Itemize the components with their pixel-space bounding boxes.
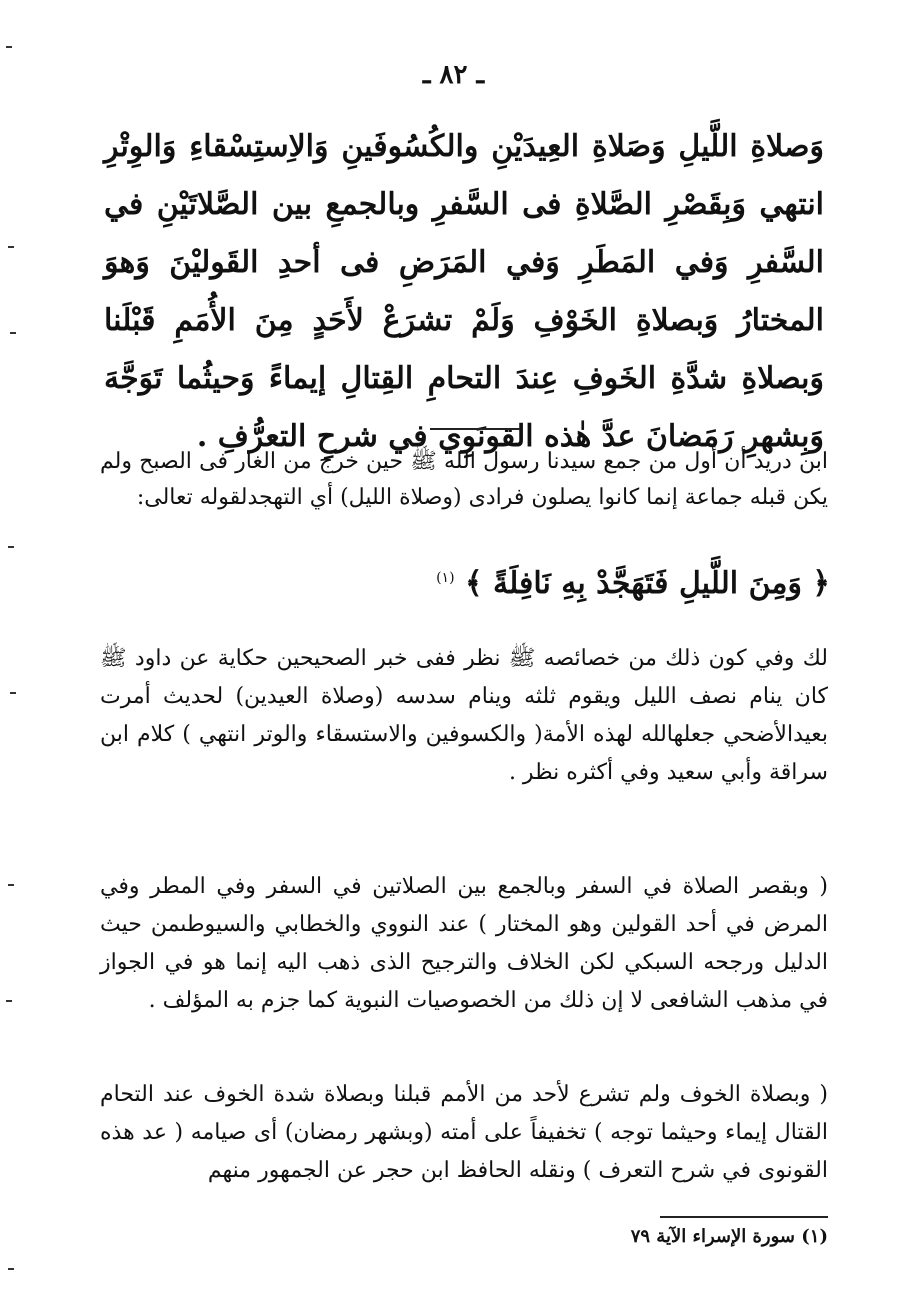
verse-text: ﴿ وَمِنَ اللَّيلِ فَتَهَجَّدْ بِهِ نَافِلَةً ﴾	[464, 566, 830, 601]
margin-speck	[10, 332, 16, 334]
commentary-paragraph-3: ( وبقصر الصلاة في السفر وبالجمع بين الصلاتين في السفر وفي المطر وفي المرض في أحد القولين وهو المختار ) عند النووي والخطابي والسيوطىمن حيث الدليل ورجحه السبكي لكن الخلاف والترجيح الذى ذهب اليه إنما هو في الجواز في مذهب الشافعى لا إن ذلك من الخصوصيات النبوية كما جزم به المؤلف .	[100, 874, 828, 1013]
main-text-divider	[430, 428, 520, 430]
verse-footnote-marker: (١)	[436, 570, 455, 586]
footnote: (١) سورة الإسراء الآية ٧٩	[630, 1226, 828, 1247]
margin-speck	[8, 546, 14, 548]
margin-speck	[6, 1000, 12, 1002]
margin-speck	[10, 692, 16, 694]
footnote-divider	[660, 1216, 828, 1218]
commentary-paragraph-4: ( وبصلاة الخوف ولم تشرع لأحد من الأمم قبلنا وبصلاة شدة الخوف عند التحام القتال إيماء وحيثما توجه ) تخفيفاً على أمته (وبشهر رمضان) أى صيامه ( عد هذه القونوى في شرح التعرف ) ونقله الحافظ ابن حجر عن الجمهور منهم	[100, 1082, 828, 1183]
page-number: ـ ٨٢ ـ	[422, 60, 485, 90]
margin-speck	[8, 884, 14, 886]
margin-speck	[8, 1268, 14, 1270]
main-text-block: وَصلاةِ اللَّيلِ وَصَلاةِ العِيدَيْنِ والكُسُوفَينِ وَالاِستِسْقاءِ وَالوِتْرِ انتهي وَبِقَصْرِ الصَّلاةِ فى السَّفرِ وبالجمعِ بين الصَّلاتَيْنِ في السَّفرِ وَفي المَطَرِ وَفي المَرَضِ فى أحدِ القَوليْنَ وَهوَ المختارُ وَبصلاةِ الخَوْفِ وَلَمْ تشرَعْ لأَحَدٍ مِنَ الأُمَمِ قَبْلَنا وَبصلاةِ شدَّةِ الخَوفِ عِندَ التحامِ القِتالِ إيماءً وَحيثُما تَوَجَّهَ وَبِشهرِ رَمَضانَ عدَّ هٰذه القونَوِي في شرحِ التعرُّفِ .	[104, 129, 824, 454]
commentary-paragraph-2: لك وفي كون ذلك من خصائصه ﷺ نظر ففى خبر الصحيحين حكاية عن داود ﷺ كان ينام نصف الليل ويقوم ثلثه وينام سدسه (وصلاة العيدين) لحديث أمرت بعيدالأضحي جعلهالله لهذه الأمة( والكسوفين والاستسقاء والوتر انتهي ) كلام ابن سراقة وأبي سعيد وفي أكثره نظر .	[100, 646, 828, 785]
quran-verse	[120, 556, 830, 606]
margin-speck	[8, 246, 14, 248]
margin-speck	[6, 46, 12, 48]
commentary-paragraph-1: ابن دريد أن أول من جمع سيدنا رسول الله ﷺ حين خرج من الغار فى الصبح ولم يكن قبله جماعة إنما كانوا يصلون فرادى (وصلاة الليل) أي التهجدلقوله تعالى:	[100, 449, 828, 510]
